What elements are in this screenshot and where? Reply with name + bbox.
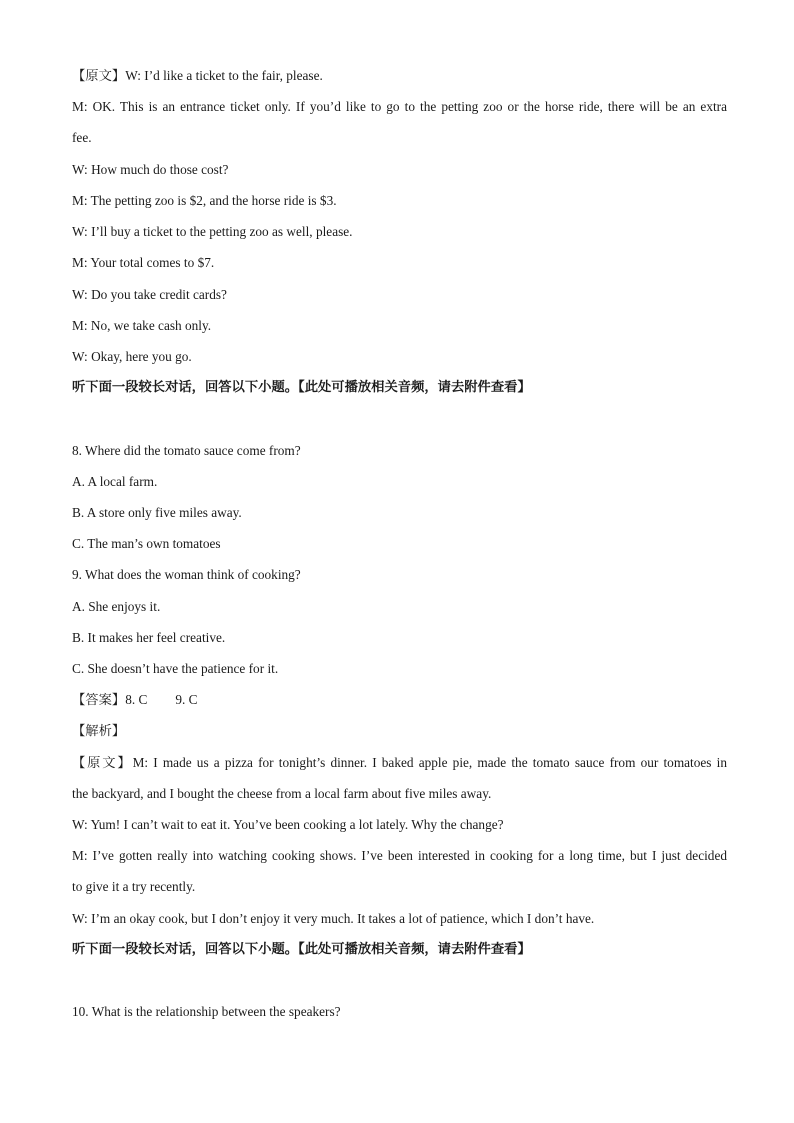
listening-instruction: 听下面一段较长对话，回答以下小题。【此处可播放相关音频，请去附件查看】 xyxy=(72,380,531,395)
passage2-line: 【原文】M: I made us a pizza for tonight’s dinner. I baked apple pie, made the tomato sauce from our tomatoes in xyxy=(72,755,727,771)
passage2-line: M: I’ve gotten really into watching cooking shows. I’ve been interested in cooking for a long time, but I just decided xyxy=(72,848,727,863)
passage1-line: W: Do you take credit cards? xyxy=(72,287,227,302)
transcript-label: 【原文】 xyxy=(72,69,126,84)
analysis-label: 【解析】 xyxy=(72,724,126,739)
passage1-line: M: The petting zoo is $2, and the horse ride is $3. xyxy=(72,193,337,208)
question-stem: 10. What is the relationship between the speakers? xyxy=(72,1004,341,1019)
passage2-line: the backyard, and I bought the cheese from a local farm about five miles away. xyxy=(72,786,492,801)
question-option: B. It makes her feel creative. xyxy=(72,630,226,645)
listening-instruction: 听下面一段较长对话，回答以下小题。【此处可播放相关音频，请去附件查看】 xyxy=(72,942,531,957)
question-option: A. She enjoys it. xyxy=(72,599,161,614)
transcript-label: 【原文】 xyxy=(72,756,133,771)
passage1-line: W: I’ll buy a ticket to the petting zoo as well, please. xyxy=(72,224,353,239)
answer-line xyxy=(72,684,727,715)
passage2-line: to give it a try recently. xyxy=(72,879,196,894)
answer-label: 【答案】 xyxy=(72,693,126,708)
question-option: B. A store only five miles away. xyxy=(72,505,242,520)
passage1-line: fee. xyxy=(72,130,92,145)
passage1-line: M: OK. This is an entrance ticket only. If you’d like to go to the petting zoo or the horse ride, there will be an extra xyxy=(72,99,727,114)
question-option: A. A local farm. xyxy=(72,474,158,489)
question-stem: 8. Where did the tomato sauce come from? xyxy=(72,443,301,458)
passage1-line: 【原文】W: I’d like a ticket to the fair, please. xyxy=(72,68,323,84)
answer-item: 8. C xyxy=(125,692,148,707)
question-stem: 9. What does the woman think of cooking? xyxy=(72,567,301,582)
passage2-line: W: I’m an okay cook, but I don’t enjoy it very much. It takes a lot of patience, which I don’t have. xyxy=(72,911,595,926)
question-option: C. The man’s own tomatoes xyxy=(72,536,221,551)
passage1-line: M: No, we take cash only. xyxy=(72,318,212,333)
passage1-line: W: How much do those cost? xyxy=(72,162,229,177)
passage1-line: M: Your total comes to $7. xyxy=(72,255,215,270)
question-option: C. She doesn’t have the patience for it. xyxy=(72,661,279,676)
passage1-line: W: Okay, here you go. xyxy=(72,349,192,364)
answer-item: 9. C xyxy=(175,692,198,707)
passage2-line: W: Yum! I can’t wait to eat it. You’ve been cooking a lot lately. Why the change? xyxy=(72,817,504,832)
